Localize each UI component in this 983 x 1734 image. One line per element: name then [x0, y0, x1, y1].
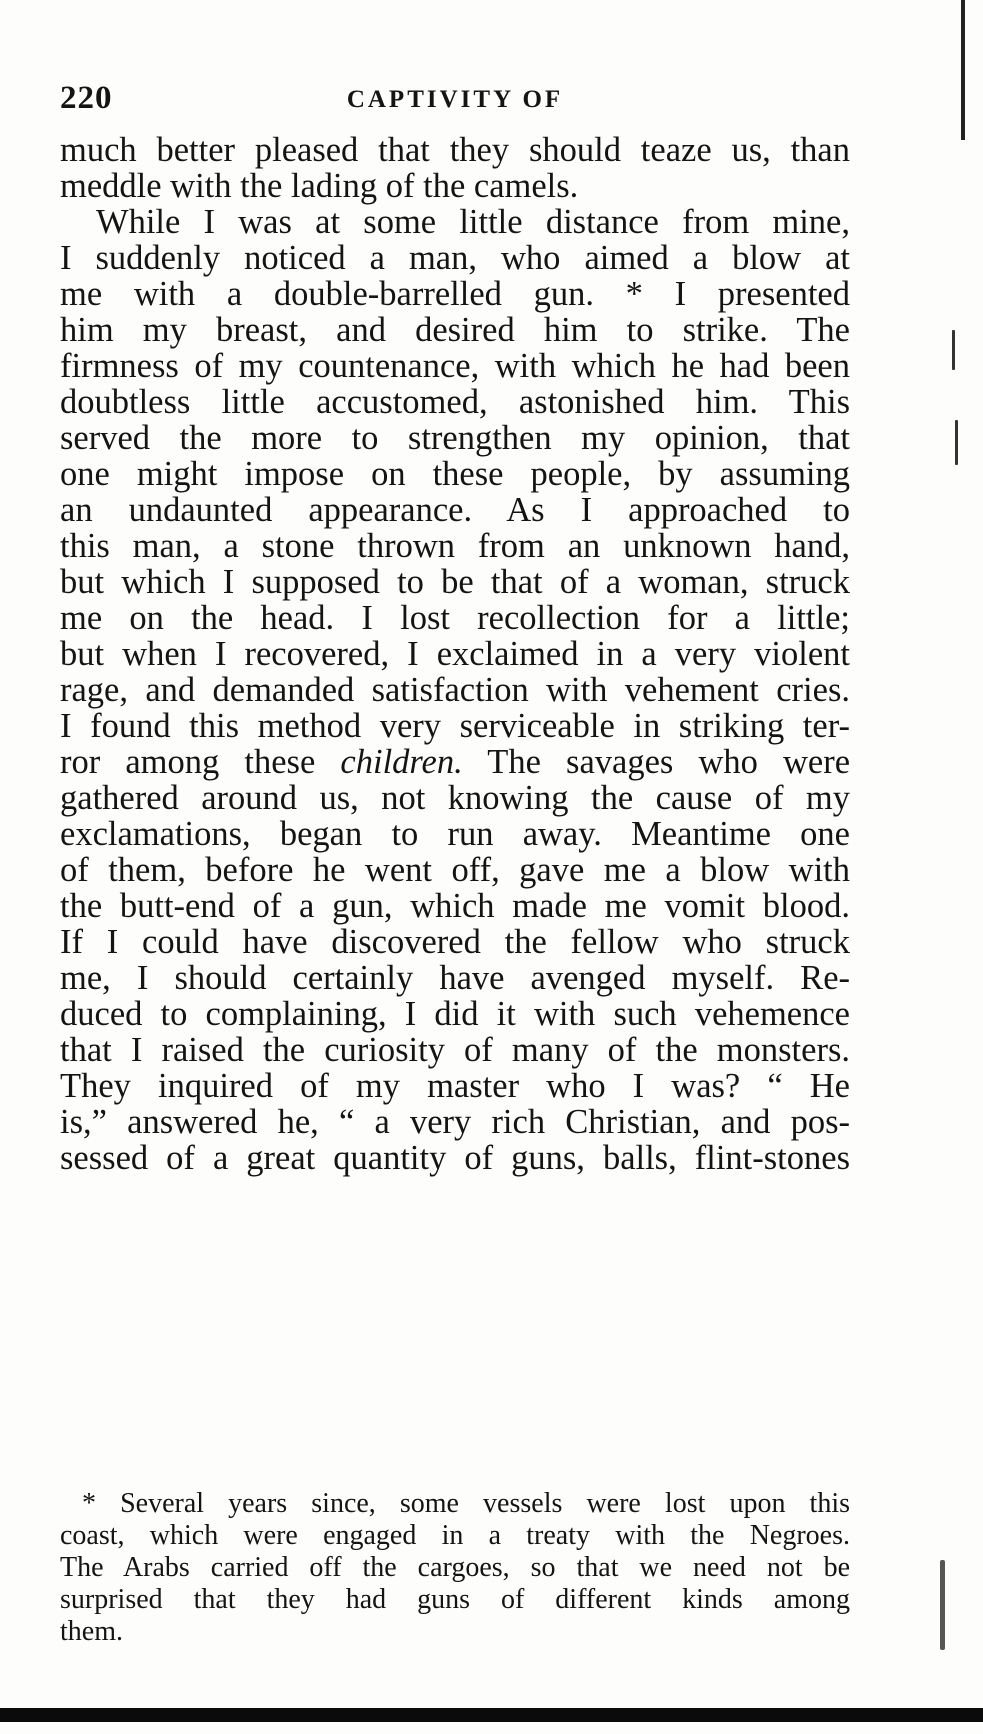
text-line: firmness of my countenance, with which he had been [60, 347, 850, 385]
text-line: meddle with the lading of the camels. [60, 167, 579, 205]
scan-artifact [955, 420, 958, 465]
footnote-line: The Arabs carried off the cargoes, so that we need not be [60, 1552, 850, 1583]
text-line: sessed of a great quantity of guns, balls, flint-stones [60, 1139, 850, 1177]
italic-word: children. [340, 743, 463, 781]
bottom-edge-rule [0, 1708, 983, 1722]
text-line: one might impose on these people, by assuming [60, 455, 850, 493]
text-line: gathered around us, not knowing the cause of my [60, 779, 850, 817]
text-line: an undaunted appearance. As I approached to [60, 491, 850, 529]
running-title: CAPTIVITY OF [346, 86, 564, 113]
text-line: exclamations, began to run away. Meantime one [60, 815, 850, 853]
text-line: of them, before he went off, gave me a blow with [60, 851, 850, 889]
scan-artifact [952, 330, 955, 370]
text-line: If I could have discovered the fellow who struck [60, 923, 850, 961]
text-line: is,” answered he, “ a very rich Christian, and pos- [60, 1103, 850, 1141]
text-line: I suddenly noticed a man, who aimed a blow at [60, 239, 850, 277]
text-line: rage, and demanded satisfaction with vehement cries. [60, 671, 850, 709]
text-line: While I was at some little distance from mine, [96, 203, 850, 241]
text-line: the butt-end of a gun, which made me vomit blood. [60, 887, 850, 925]
footnote-line: coast, which were engaged in a treaty with the Negroes. [60, 1520, 850, 1551]
text-line: him my breast, and desired him to strike. The [60, 311, 850, 349]
text-line: much better pleased that they should teaze us, than [60, 131, 850, 169]
text-line: me with a double-barrelled gun. * I presented [60, 275, 850, 313]
text-line: that I raised the curiosity of many of the monsters. [60, 1031, 850, 1069]
text-segment: ror among these [60, 743, 316, 781]
footnote-line: them. [60, 1616, 123, 1647]
text-line [60, 744, 850, 780]
body-text [60, 132, 850, 1176]
text-segment: The savages who were [487, 743, 851, 781]
text-line: but which I supposed to be that of a woman, struck [60, 563, 850, 601]
footnote [60, 1488, 850, 1648]
footnote-line: * Several years since, some vessels were lost upon this [82, 1488, 850, 1519]
text-line: me on the head. I lost recollection for a little; [60, 599, 850, 637]
text-line: I found this method very serviceable in striking ter- [60, 707, 850, 745]
text-line: this man, a stone thrown from an unknown hand, [60, 527, 850, 565]
text-line: duced to complaining, I did it with such vehemence [60, 995, 850, 1033]
footnote-line: surprised that they had guns of different kinds among [60, 1584, 850, 1615]
text-line: They inquired of my master who I was? “ He [60, 1067, 850, 1105]
text-line: but when I recovered, I exclaimed in a very violent [60, 635, 850, 673]
scan-artifact [940, 1560, 945, 1650]
text-line: served the more to strengthen my opinion, that [60, 419, 850, 457]
page-number: 220 [60, 80, 113, 116]
page-header [60, 80, 850, 130]
text-line: doubtless little accustomed, astonished him. This [60, 383, 850, 421]
text-line: me, I should certainly have avenged myself. Re- [60, 959, 850, 997]
page-edge-shadow [961, 0, 965, 140]
